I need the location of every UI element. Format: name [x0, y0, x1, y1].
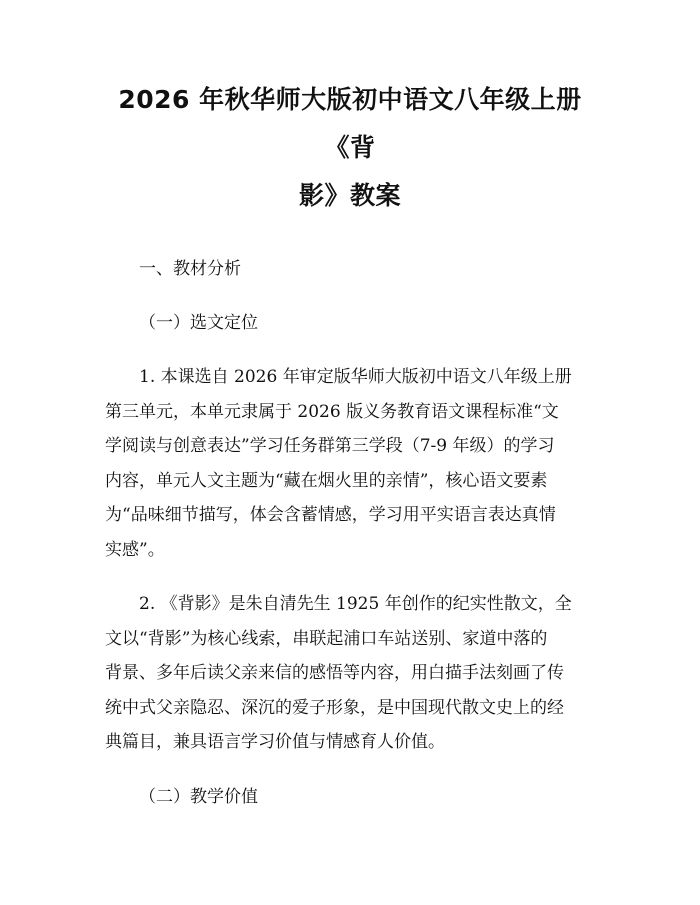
section-heading-teaching-material-analysis: 一、教材分析: [139, 259, 241, 279]
paragraph-2-line: 文以“背影”为核心线索，串联起浦口车站送别、家道中落的: [105, 628, 548, 649]
paragraph-1-line: 实感”。: [105, 539, 165, 560]
title-line-2: 影》教案: [298, 181, 401, 210]
title-line-1: 2026 年秋华师大版初中语文八年级上册《背: [118, 85, 582, 162]
paragraph-2-line: 背景、多年后读父亲来信的感悟等内容，用白描手法刻画了传: [105, 663, 564, 683]
subsection-heading-teaching-value: （二）教学价值: [139, 786, 258, 807]
paragraph-2-line: 统中式父亲隐忍、深沉的爱子形象，是中国现代散文史上的经: [105, 697, 564, 718]
paragraph-2-line: 2. 《背影》是朱自清先生 1925 年创作的纪实性散文，全: [139, 594, 572, 614]
subsection-heading-text-positioning: （一）选文定位: [139, 313, 258, 333]
paragraph-2: [105, 587, 595, 760]
paragraph-1-line: 为“品味细节描写，体会含蓄情感，学习用平实语言表达真情: [105, 505, 556, 525]
paragraph-1-line: 学阅读与创意表达”学习任务群第三学段（7-9 年级）的学习: [105, 436, 555, 456]
paragraph-1-line: 1. 本课选自 2026 年审定版华师大版初中语文八年级上册: [139, 367, 572, 387]
paragraph-1-line: 第三单元，本单元隶属于 2026 版义务教育语文课程标准“文: [105, 401, 559, 422]
paragraph-2-line: 典篇目，兼具语言学习价值与情感育人价值。: [105, 732, 445, 752]
document-title: [105, 76, 595, 220]
paragraph-1: [105, 360, 595, 567]
paragraph-1-line: 内容，单元人文主题为“藏在烟火里的亲情”，核心语文要素: [105, 470, 548, 491]
